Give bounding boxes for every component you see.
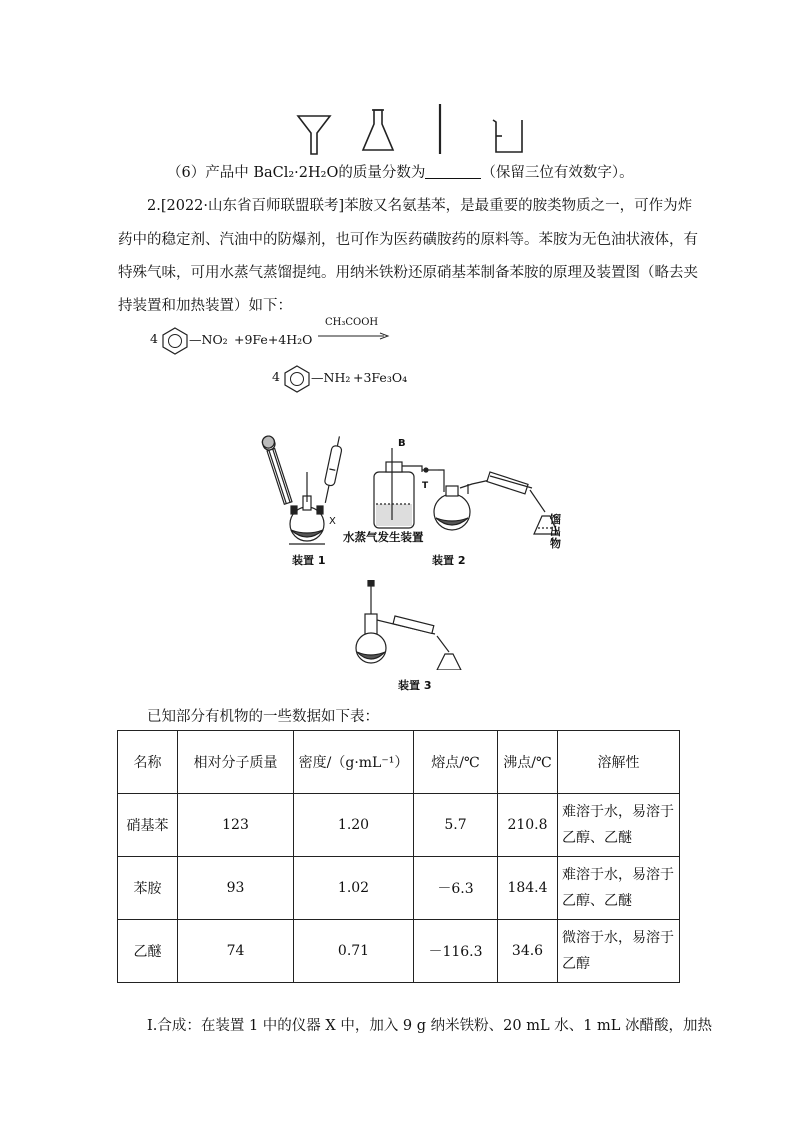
table-intro: 已知部分有机物的一些数据如下表： bbox=[147, 709, 379, 725]
cell-molar-mass: 123 bbox=[178, 794, 294, 857]
header-solubility: 溶解性 bbox=[558, 731, 680, 794]
header-molar-mass: 相对分子质量 bbox=[178, 731, 294, 794]
catalyst: CH₃COOH bbox=[325, 317, 379, 328]
question-2-line-4: 持装置和加热装置）如下： bbox=[118, 298, 292, 314]
product-fe3o4: +3Fe₃O₄ bbox=[353, 370, 408, 385]
table-row bbox=[118, 920, 680, 983]
distillate-label: 馏出物 bbox=[550, 513, 561, 550]
organic-data-table bbox=[117, 730, 680, 983]
benzene-ring-icon bbox=[158, 325, 192, 355]
cell-boiling-point: 210.8 bbox=[498, 794, 558, 857]
question-2-line-1: 2.[2022·山东省百师联盟联考]苯胺又名氨基苯，是最重要的胺类物质之一，可作为炸 bbox=[147, 198, 693, 214]
apparatus-1-caption: 装置 1 bbox=[292, 554, 326, 567]
cell-density: 1.02 bbox=[294, 857, 414, 920]
header-melting-point: 熔点/℃ bbox=[414, 731, 498, 794]
cell-solubility: 微溶于水，易溶于乙醇 bbox=[558, 920, 680, 983]
header-name: 名称 bbox=[118, 731, 178, 794]
question-2-line-3: 特殊气味，可用水蒸气蒸馏提纯。用纳米铁粉还原硝基苯制备苯胺的原理及装置图（略去夹 bbox=[118, 265, 698, 281]
cell-density: 0.71 bbox=[294, 920, 414, 983]
cell-name: 苯胺 bbox=[118, 857, 178, 920]
cell-molar-mass: 74 bbox=[178, 920, 294, 983]
question-6: （6）产品中 BaCl₂·2H₂O的质量分数为 （保留三位有效数字）。 bbox=[167, 165, 634, 181]
table-header-row bbox=[118, 731, 680, 794]
svg-text:T: T bbox=[422, 481, 429, 491]
steam-generator-label: 水蒸气发生装置 bbox=[343, 530, 424, 544]
cell-name: 硝基苯 bbox=[118, 794, 178, 857]
cell-boiling-point: 34.6 bbox=[498, 920, 558, 983]
cell-solubility: 难溶于水，易溶于乙醇、乙醚 bbox=[558, 794, 680, 857]
cell-molar-mass: 93 bbox=[178, 857, 294, 920]
svg-text:X: X bbox=[329, 516, 336, 527]
cell-boiling-point: 184.4 bbox=[498, 857, 558, 920]
benzene-ring-icon bbox=[280, 363, 314, 393]
table-row bbox=[118, 857, 680, 920]
reagents: +9Fe+4H₂O bbox=[234, 332, 313, 347]
svg-text:B: B bbox=[398, 438, 406, 449]
table-row bbox=[118, 794, 680, 857]
amino-group: —NH₂ bbox=[311, 370, 351, 385]
cell-melting-point: －116.3 bbox=[414, 920, 498, 983]
coefficient-1: 4 bbox=[150, 331, 158, 346]
cell-melting-point: －6.3 bbox=[414, 857, 498, 920]
synthesis-step: Ⅰ.合成：在装置 1 中的仪器 X 中，加入 9 g 纳米铁粉、20 mL 水、1 mL 冰醋酸，加热 bbox=[147, 1018, 713, 1034]
header-density: 密度/（g·mL⁻¹） bbox=[294, 731, 414, 794]
apparatus-2-diagram bbox=[340, 432, 570, 572]
nitro-group: —NO₂ bbox=[189, 332, 228, 347]
glassware-icons bbox=[290, 100, 530, 158]
cell-melting-point: 5.7 bbox=[414, 794, 498, 857]
coefficient-2: 4 bbox=[272, 369, 280, 384]
apparatus-3-caption: 装置 3 bbox=[398, 679, 432, 692]
cell-solubility: 难溶于水，易溶于乙醇、乙醚 bbox=[558, 857, 680, 920]
beaker-icon bbox=[493, 120, 522, 152]
reaction-arrow-icon bbox=[318, 332, 390, 340]
funnel-icon bbox=[298, 116, 330, 154]
conical-flask-icon bbox=[363, 110, 393, 150]
apparatus-3-diagram bbox=[345, 580, 475, 670]
question-2-line-2: 药中的稳定剂、汽油中的防爆剂，也可作为医药磺胺药的原料等。苯胺为无色油状液体，有 bbox=[118, 232, 698, 248]
cell-name: 乙醚 bbox=[118, 920, 178, 983]
apparatus-2-caption: 装置 2 bbox=[432, 554, 466, 567]
answer-blank[interactable] bbox=[425, 164, 481, 179]
cell-density: 1.20 bbox=[294, 794, 414, 857]
header-boiling-point: 沸点/℃ bbox=[498, 731, 558, 794]
